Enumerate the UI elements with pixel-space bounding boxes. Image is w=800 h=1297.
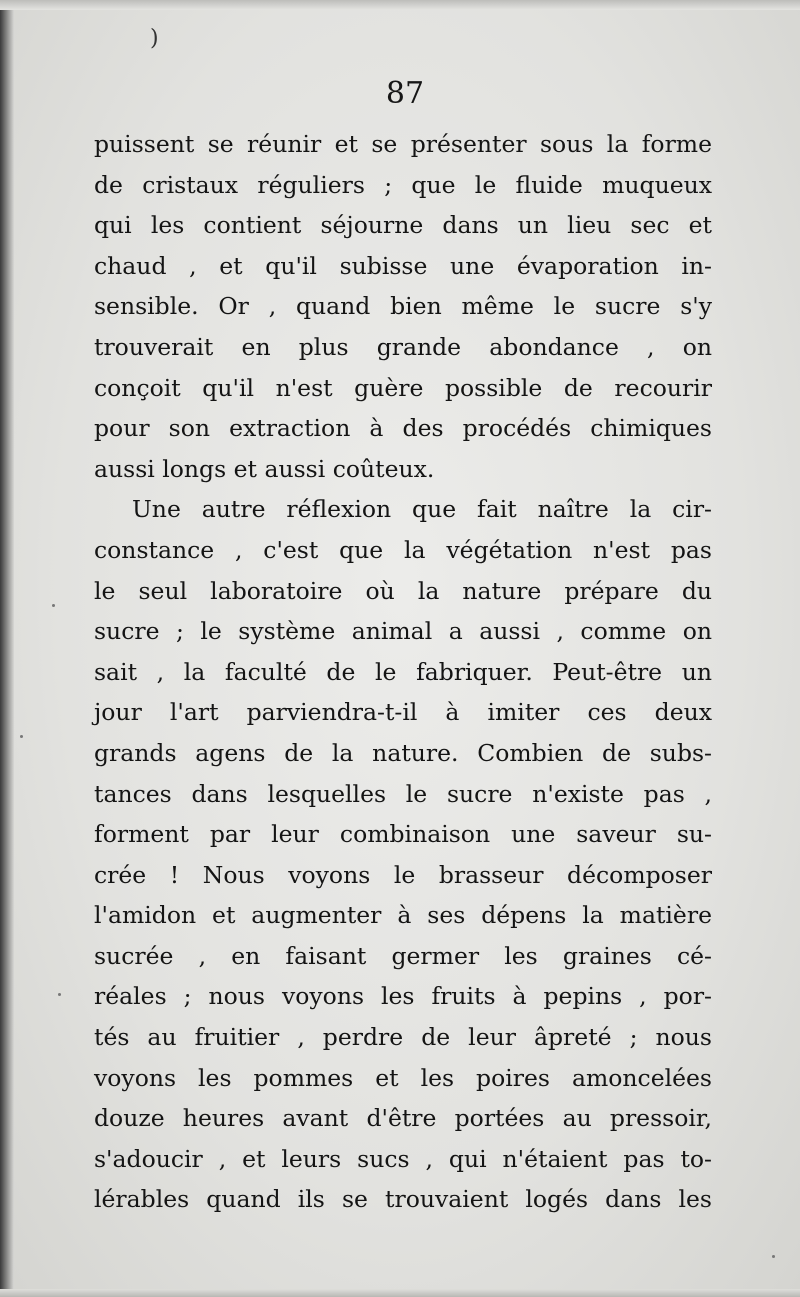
text-line: puissent se réunir et se présenter sous la forme	[94, 130, 712, 158]
text-line: tances dans lesquelles le sucre n'existe pas ,	[94, 779, 712, 808]
text-line: douze heures avant d'être portées au pressoir,	[94, 1104, 712, 1133]
body-text	[94, 124, 712, 1220]
text-line: sucrée , en faisant germer les graines cé-	[94, 941, 712, 970]
text-line: sait , la faculté de le fabriquer. Peut-être un	[94, 657, 712, 686]
text-line: de cristaux réguliers ; que le fluide muqueux	[94, 170, 712, 199]
text-line: l'amidon et augmenter à ses dépens la matière	[94, 901, 712, 930]
text-line: trouverait en plus grande abondance , on	[94, 332, 712, 361]
text-line: pour son extraction à des procédés chimiques	[94, 414, 712, 443]
text-line: qui les contient séjourne dans un lieu sec et	[94, 211, 712, 240]
text-line: chaud , et qu'il subisse une évaporation in-	[94, 251, 712, 280]
text-line: crée ! Nous voyons le brasseur décomposer	[94, 860, 712, 889]
page-bottom-edge	[0, 1289, 800, 1297]
paper-speck	[20, 735, 23, 738]
text-line: le seul laboratoire où la nature prépare du	[94, 576, 712, 605]
text-line: sucre ; le système animal a aussi , comme on	[94, 617, 712, 646]
text-line: forment par leur combinaison une saveur su-	[94, 820, 712, 849]
margin-mark: )	[150, 26, 159, 51]
text-line: Une autre réflexion que fait naître la cir-	[132, 495, 712, 524]
text-line: lérables quand ils se trouvaient logés dans les	[94, 1185, 712, 1214]
page-number: 87	[385, 76, 425, 111]
paper-speck	[772, 1255, 775, 1258]
text-line: sensible. Or , quand bien même le sucre s'y	[94, 292, 712, 321]
text-line: réales ; nous voyons les fruits à pepins , por-	[94, 982, 712, 1011]
text-line: jour l'art parviendra-t-il à imiter ces deux	[94, 698, 712, 727]
paper-speck	[58, 993, 61, 996]
text-line: s'adoucir , et leurs sucs , qui n'étaient pas to-	[94, 1144, 712, 1173]
text-line: grands agens de la nature. Combien de subs-	[94, 738, 712, 767]
paper-speck	[52, 604, 55, 607]
page-top-edge	[0, 0, 800, 10]
text-line: voyons les pommes et les poires amoncelées	[94, 1063, 712, 1092]
text-line: aussi longs et aussi coûteux.	[94, 454, 435, 483]
text-line: conçoit qu'il n'est guère possible de recourir	[94, 373, 712, 402]
text-line: constance , c'est que la végétation n'est pas	[94, 535, 712, 564]
text-line: tés au fruitier , perdre de leur âpreté ; nous	[94, 1023, 712, 1052]
page-left-shadow	[0, 0, 14, 1297]
